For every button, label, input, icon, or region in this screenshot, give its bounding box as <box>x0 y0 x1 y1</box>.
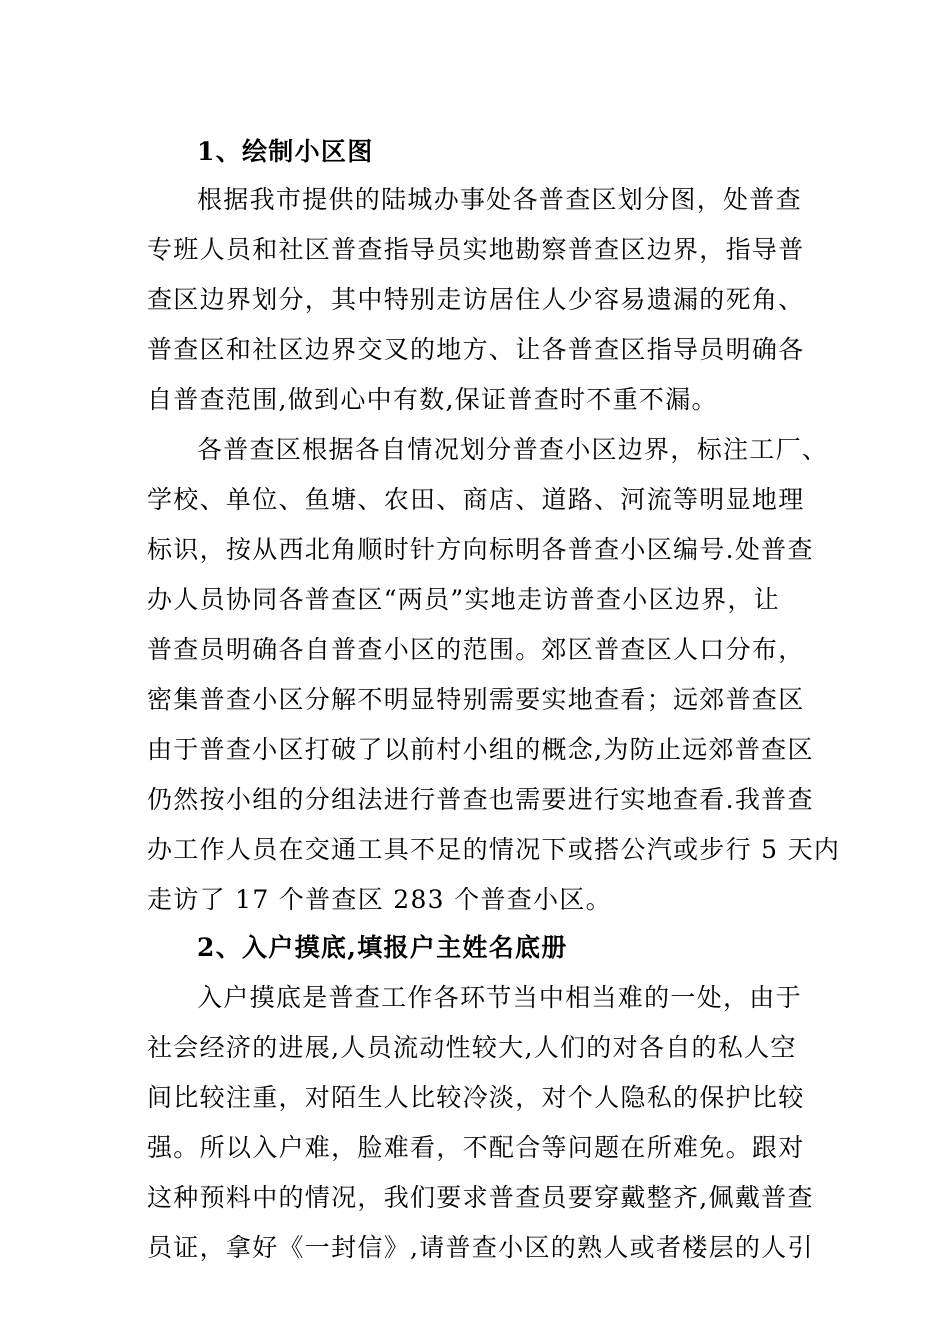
paragraph-line: 走访了 17 个普查区 283 个普查小区。 <box>147 885 612 914</box>
paragraph-line: 各普查区根据各自情况划分普查小区边界，标注工厂、 <box>197 435 829 464</box>
paragraph-line: 专班人员和社区普查指导员实地勘察普查区边界，指导普 <box>147 235 805 264</box>
paragraph-line: 标识，按从西北角顺时针方向标明各普查小区编号.处普查 <box>147 535 814 564</box>
section-2-heading: 2、入户摸底,填报户主姓名底册 <box>197 933 568 962</box>
section-1-heading: 1、绘制小区图 <box>197 137 374 166</box>
paragraph-line: 普查区和社区边界交叉的地方、让各普查区指导员明确各 <box>147 335 805 364</box>
paragraph-line: 普查员明确各自普查小区的范围。郊区普查区人口分布， <box>147 635 805 664</box>
paragraph-line: 办人员协同各普查区“两员”实地走访普查小区边界，让 <box>147 585 781 614</box>
paragraph-line: 间比较注重，对陌生人比较冷淡，对个人隐私的保护比较 <box>147 1083 805 1112</box>
paragraph-line: 由于普查小区打破了以前村小组的概念,为防止远郊普查区 <box>147 735 814 764</box>
paragraph-line: 学校、单位、鱼塘、农田、商店、道路、河流等明显地理 <box>147 485 805 514</box>
paragraph-line: 这种预料中的情况，我们要求普查员要穿戴整齐,佩戴普查 <box>147 1183 814 1212</box>
paragraph-line: 自普查范围,做到心中有数,保证普查时不重不漏。 <box>147 385 718 414</box>
paragraph-line: 强。所以入户难，脸难看，不配合等问题在所难免。跟对 <box>147 1133 805 1162</box>
paragraph-line: 员证，拿好《一封信》,请普查小区的熟人或者楼层的人引 <box>147 1233 814 1262</box>
paragraph-line: 办工作人员在交通工具不足的情况下或搭公汽或步行 5 天内 <box>147 835 841 864</box>
paragraph-line: 仍然按小组的分组法进行普查也需要进行实地查看.我普查 <box>147 785 814 814</box>
paragraph-line: 根据我市提供的陆城办事处各普查区划分图，处普查 <box>197 185 802 214</box>
paragraph-line: 查区边界划分，其中特别走访居住人少容易遗漏的死角、 <box>147 285 805 314</box>
paragraph-line: 密集普查小区分解不明显特别需要实地查看；远郊普查区 <box>147 685 805 714</box>
paragraph-line: 社会经济的进展,人员流动性较大,人们的对各自的私人空 <box>147 1033 797 1062</box>
paragraph-line: 入户摸底是普查工作各环节当中相当难的一处，由于 <box>197 983 802 1012</box>
